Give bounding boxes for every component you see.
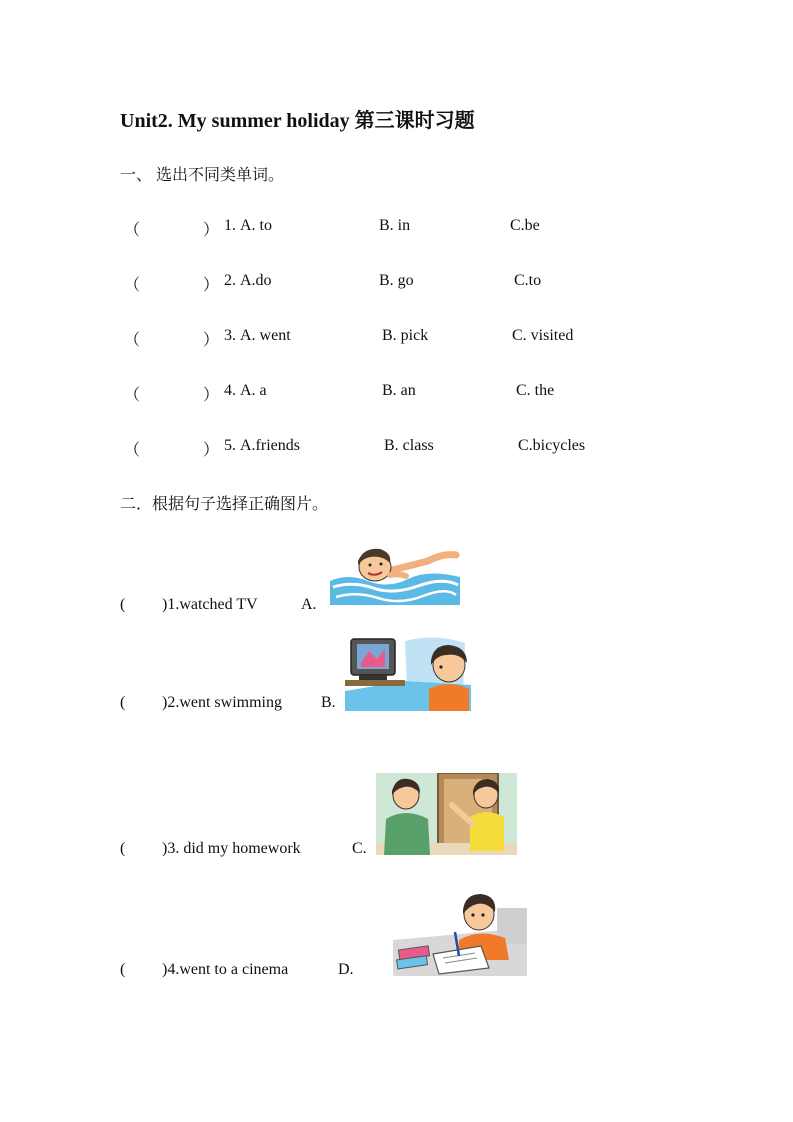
- answer-blank-open: （: [124, 332, 141, 349]
- answer-blank-open: （: [124, 222, 141, 239]
- option-b: B. an: [382, 382, 416, 399]
- picture-letter: D.: [338, 961, 354, 978]
- section2-heading: 二．根据句子选择正确图片。: [120, 496, 329, 513]
- option-c: C.bicycles: [518, 437, 586, 454]
- option-b: B. class: [384, 437, 434, 454]
- answer-blank-close: ）: [203, 222, 220, 239]
- option-c: C. the: [516, 382, 555, 399]
- answer-blank-close: ）: [203, 332, 220, 349]
- answer-paren: (: [120, 840, 126, 857]
- page-title: Unit2. My summer holiday 第三课时习题: [120, 110, 475, 132]
- answer-blank-open: （: [124, 442, 141, 459]
- answer-blank-close: ）: [203, 277, 220, 294]
- option-a: A. went: [240, 327, 291, 344]
- answer-blank-open: （: [124, 277, 141, 294]
- homework-boy-picture: [393, 888, 527, 976]
- picture-letter: C.: [352, 840, 367, 857]
- section1-heading: 一、 选出不同类单词。: [120, 167, 285, 184]
- match-sentence: )3. did my homework: [162, 840, 301, 857]
- answer-blank-open: （: [124, 387, 141, 404]
- question-number: 1.: [224, 217, 236, 234]
- friends-at-door-picture: [376, 773, 517, 855]
- question-number: 5.: [224, 437, 236, 454]
- swimming-boy-picture: [328, 543, 462, 605]
- answer-blank-close: ）: [203, 442, 220, 459]
- answer-paren: (: [120, 596, 126, 613]
- question-number: 2.: [224, 272, 236, 289]
- match-sentence: )2.went swimming: [162, 694, 282, 711]
- watching-tv-picture: [345, 633, 471, 711]
- answer-paren: (: [120, 694, 126, 711]
- question-number: 4.: [224, 382, 236, 399]
- answer-blank-close: ）: [203, 387, 220, 404]
- option-c: C.to: [514, 272, 542, 289]
- picture-letter: B.: [321, 694, 336, 711]
- option-a: A.do: [240, 272, 272, 289]
- question-number: 3.: [224, 327, 236, 344]
- option-b: B. in: [379, 217, 411, 234]
- option-b: B. go: [379, 272, 414, 289]
- match-sentence: )1.watched TV: [162, 596, 258, 613]
- match-sentence: )4.went to a cinema: [162, 961, 289, 978]
- option-c: C. visited: [512, 327, 574, 344]
- option-a: A.friends: [240, 437, 300, 454]
- option-b: B. pick: [382, 327, 429, 344]
- option-c: C.be: [510, 217, 540, 234]
- picture-letter: A.: [301, 596, 317, 613]
- option-a: A. a: [240, 382, 267, 399]
- answer-paren: (: [120, 961, 126, 978]
- option-a: A. to: [240, 217, 272, 234]
